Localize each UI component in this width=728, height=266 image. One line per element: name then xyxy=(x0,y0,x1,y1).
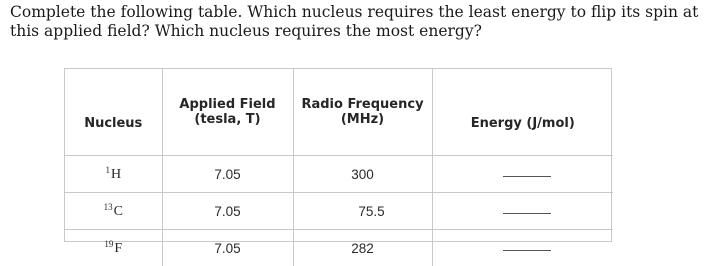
table-row xyxy=(65,156,613,193)
radio-frequency-header-line2: (MHz) xyxy=(294,112,432,127)
nucleus-cell xyxy=(65,230,162,266)
energy-answer-blank[interactable] xyxy=(503,212,551,214)
element-symbol: C xyxy=(114,204,123,219)
nucleus-cell xyxy=(65,156,162,193)
nucleus-cell xyxy=(65,193,162,230)
radio-frequency-cell: 300 xyxy=(293,156,432,193)
applied-field-header-line2: (tesla, T) xyxy=(163,112,293,127)
data-table xyxy=(64,68,612,242)
applied-field-header-line1: Applied Field xyxy=(163,97,293,112)
element-symbol: F xyxy=(114,241,122,256)
applied-field-header xyxy=(162,69,293,156)
energy-cell[interactable] xyxy=(432,230,613,266)
table-row xyxy=(65,230,613,266)
header-row xyxy=(65,69,613,156)
mass-number: 19 xyxy=(104,239,113,249)
energy-cell[interactable] xyxy=(432,156,613,193)
applied-field-cell: 7.05 xyxy=(162,230,293,266)
mass-number: 13 xyxy=(104,202,113,212)
nucleus-header: Nucleus xyxy=(65,69,162,156)
radio-frequency-header xyxy=(293,69,432,156)
mass-number: 1 xyxy=(105,165,110,175)
energy-header: Energy (J/mol) xyxy=(432,69,613,156)
applied-field-cell: 7.05 xyxy=(162,193,293,230)
table-row xyxy=(65,193,613,230)
radio-frequency-header-line1: Radio Frequency xyxy=(294,97,432,112)
energy-answer-blank[interactable] xyxy=(503,175,551,177)
energy-answer-blank[interactable] xyxy=(503,249,551,251)
radio-frequency-cell: 75.5 xyxy=(293,193,432,230)
applied-field-cell: 7.05 xyxy=(162,156,293,193)
element-symbol: H xyxy=(111,167,121,182)
energy-cell[interactable] xyxy=(432,193,613,230)
radio-frequency-cell: 282 xyxy=(293,230,432,266)
question-text: Complete the following table. Which nucleus requires the least energy to flip its spin at this applied field? Which nucleus requires the most energy? xyxy=(10,3,715,41)
